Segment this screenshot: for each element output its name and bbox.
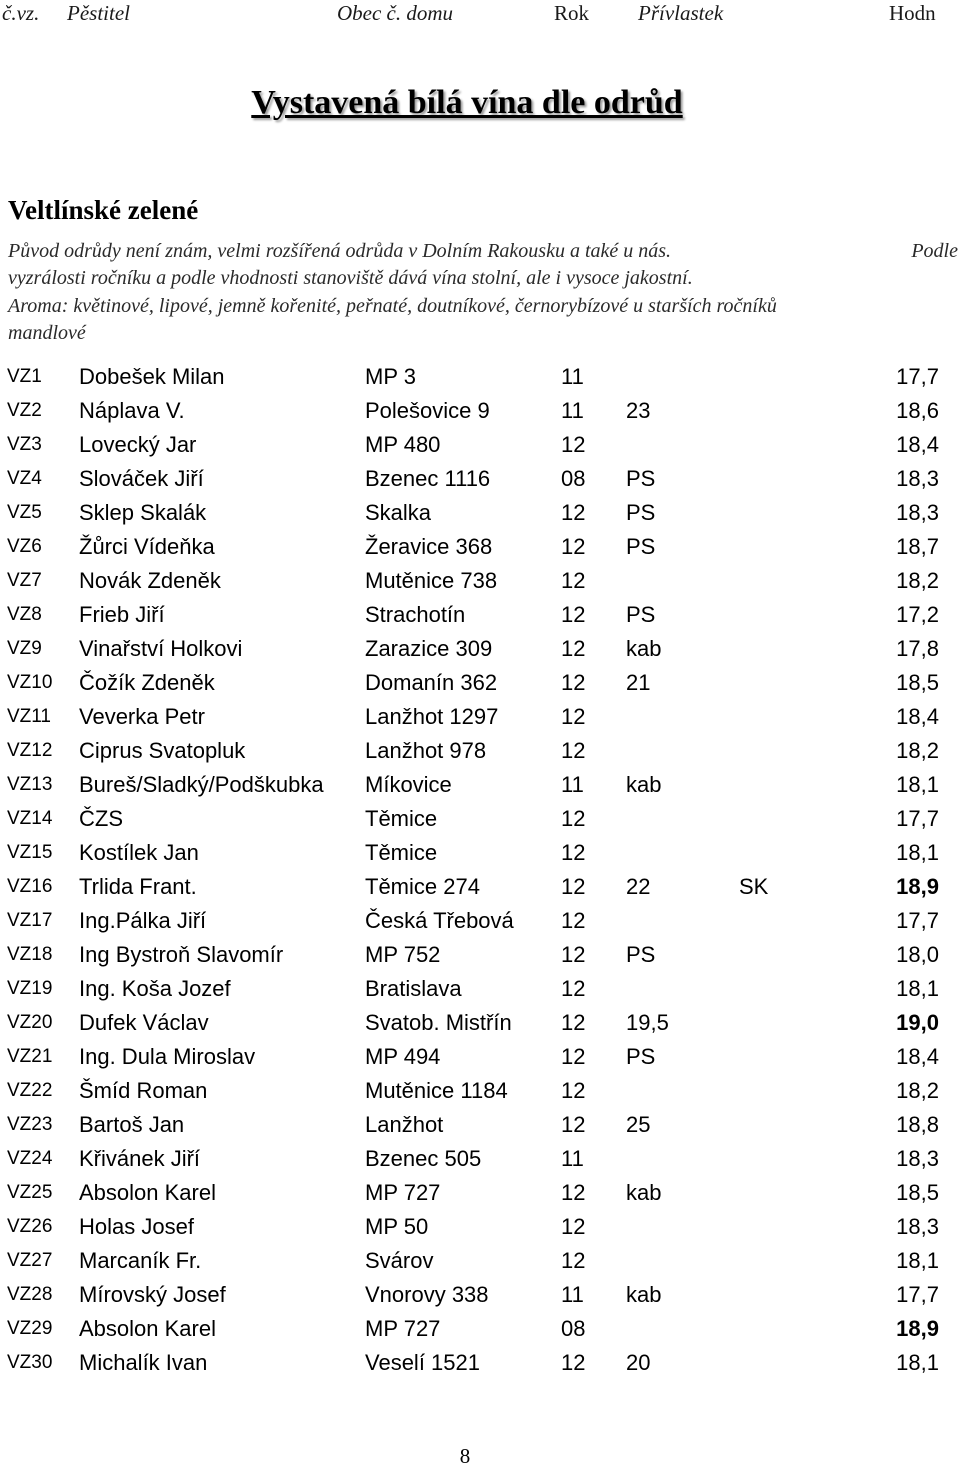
vintage-year: 12 bbox=[561, 1350, 586, 1375]
entry-id: VZ10 bbox=[7, 672, 53, 693]
entry-id: VZ4 bbox=[7, 468, 42, 489]
grower-name: Dobešek Milan bbox=[79, 364, 225, 389]
score: 18,1 bbox=[896, 1350, 939, 1375]
wine-attribute: kab bbox=[626, 772, 662, 797]
table-row bbox=[0, 566, 960, 600]
entry-id: VZ16 bbox=[7, 876, 53, 897]
table-row bbox=[0, 1314, 960, 1348]
score: 18,5 bbox=[896, 670, 939, 695]
table-row bbox=[0, 1008, 960, 1042]
vintage-year: 08 bbox=[561, 466, 586, 491]
grower-name: Vinařství Holkovi bbox=[79, 636, 243, 661]
score: 18,3 bbox=[896, 466, 939, 491]
grower-address: Bratislava bbox=[365, 976, 462, 1001]
wine-attribute: PS bbox=[626, 500, 656, 525]
score: 18,9 bbox=[896, 1316, 939, 1341]
grower-address: MP 752 bbox=[365, 942, 441, 967]
vintage-year: 12 bbox=[561, 942, 586, 967]
vintage-year: 12 bbox=[561, 874, 586, 899]
wine-attribute: 20 bbox=[626, 1350, 651, 1375]
table-row bbox=[0, 668, 960, 702]
table-row bbox=[0, 940, 960, 974]
score: 18,8 bbox=[896, 1112, 939, 1137]
grower-name: Křivánek Jiří bbox=[79, 1146, 201, 1171]
grower-name: Ing. Koša Jozef bbox=[79, 976, 231, 1001]
page-title: Vystavená bílá vína dle odrůd bbox=[251, 84, 683, 121]
description-line-1 bbox=[8, 240, 958, 263]
table-row bbox=[0, 600, 960, 634]
wine-attribute: PS bbox=[626, 1044, 656, 1069]
entry-id: VZ6 bbox=[7, 536, 42, 557]
wine-attribute: 23 bbox=[626, 398, 651, 423]
grower-address: MP 50 bbox=[365, 1214, 429, 1239]
score: 18,4 bbox=[896, 432, 939, 457]
score: 18,4 bbox=[896, 704, 939, 729]
entry-id: VZ9 bbox=[7, 638, 42, 659]
entry-id: VZ26 bbox=[7, 1216, 53, 1237]
score: 18,2 bbox=[896, 568, 939, 593]
grower-address: Bzenec 1116 bbox=[365, 466, 491, 491]
entry-id: VZ14 bbox=[7, 808, 53, 829]
vintage-year: 12 bbox=[561, 602, 586, 627]
score: 18,3 bbox=[896, 1146, 939, 1171]
score: 18,2 bbox=[896, 1078, 939, 1103]
vintage-year: 12 bbox=[561, 500, 586, 525]
grower-name: Absolon Karel bbox=[79, 1180, 216, 1205]
grower-address: Žeravice 368 bbox=[365, 534, 493, 559]
table-row bbox=[0, 464, 960, 498]
grower-address: Svatob. Mistřín bbox=[365, 1010, 512, 1035]
vintage-year: 12 bbox=[561, 1248, 586, 1273]
vintage-year: 12 bbox=[561, 976, 586, 1001]
score: 17,7 bbox=[896, 364, 939, 389]
grower-address: Lanžhot bbox=[365, 1112, 444, 1137]
entry-id: VZ8 bbox=[7, 604, 42, 625]
vintage-year: 12 bbox=[561, 1010, 586, 1035]
vintage-year: 11 bbox=[561, 398, 584, 423]
vintage-year: 12 bbox=[561, 534, 586, 559]
vintage-year: 12 bbox=[561, 670, 586, 695]
vintage-year: 12 bbox=[561, 738, 586, 763]
grower-name: Absolon Karel bbox=[79, 1316, 216, 1341]
wine-attribute: kab bbox=[626, 636, 662, 661]
grower-name: ČZS bbox=[79, 806, 123, 831]
table-row bbox=[0, 1212, 960, 1246]
table-row bbox=[0, 1246, 960, 1280]
table-row bbox=[0, 1280, 960, 1314]
vintage-year: 08 bbox=[561, 1316, 586, 1341]
grower-name: Čožík Zdeněk bbox=[79, 670, 215, 695]
entry-id: VZ24 bbox=[7, 1148, 53, 1169]
entry-id: VZ1 bbox=[7, 366, 42, 387]
grower-name: Ciprus Svatopluk bbox=[79, 738, 246, 763]
score: 17,7 bbox=[896, 908, 939, 933]
table-row bbox=[0, 974, 960, 1008]
grower-name: Náplava V. bbox=[79, 398, 185, 423]
description-text-1: Původ odrůdy není znám, velmi rozšířená odrůda v Dolním Rakousku a také u nás. bbox=[8, 240, 672, 262]
score: 17,2 bbox=[896, 602, 939, 627]
vintage-year: 12 bbox=[561, 1180, 586, 1205]
table-row bbox=[0, 804, 960, 838]
entry-id: VZ19 bbox=[7, 978, 53, 999]
entry-id: VZ27 bbox=[7, 1250, 53, 1271]
description-text-1-right: Podle bbox=[911, 240, 958, 262]
extra-mark: SK bbox=[739, 874, 769, 899]
entry-id: VZ30 bbox=[7, 1352, 53, 1373]
grower-name: Dufek Václav bbox=[79, 1010, 209, 1035]
table-row bbox=[0, 1144, 960, 1178]
description-line-2: vyzrálosti ročníku a podle vhodnosti stanoviště dává vína stolní, ale i vysoce jakostní. bbox=[8, 267, 693, 289]
entry-id: VZ28 bbox=[7, 1284, 53, 1305]
wine-attribute: kab bbox=[626, 1180, 662, 1205]
wine-attribute: 19,5 bbox=[626, 1010, 669, 1035]
entry-id: VZ3 bbox=[7, 434, 42, 455]
vintage-year: 12 bbox=[561, 432, 586, 457]
grower-address: MP 727 bbox=[365, 1180, 441, 1205]
score: 18,3 bbox=[896, 500, 939, 525]
grower-name: Frieb Jiří bbox=[79, 602, 165, 627]
score: 18,1 bbox=[896, 840, 939, 865]
entries-table bbox=[0, 362, 960, 1382]
vintage-year: 12 bbox=[561, 704, 586, 729]
grower-name: Ing Bystroň Slavomír bbox=[79, 942, 284, 967]
grower-address: Těmice bbox=[365, 806, 438, 831]
table-row bbox=[0, 906, 960, 940]
table-row bbox=[0, 770, 960, 804]
grower-name: Slováček Jiří bbox=[79, 466, 204, 491]
wine-attribute: kab bbox=[626, 1282, 662, 1307]
grower-name: Ing. Dula Miroslav bbox=[79, 1044, 256, 1069]
score: 18,1 bbox=[896, 976, 939, 1001]
entry-id: VZ23 bbox=[7, 1114, 53, 1135]
grower-name: Kostílek Jan bbox=[79, 840, 199, 865]
header-rok: Rok bbox=[554, 1, 590, 25]
grower-address: Domanín 362 bbox=[365, 670, 498, 695]
score: 18,7 bbox=[896, 534, 939, 559]
grower-address: Strachotín bbox=[365, 602, 466, 627]
grower-address: Těmice bbox=[365, 840, 438, 865]
table-row bbox=[0, 532, 960, 566]
table-row bbox=[0, 430, 960, 464]
column-header bbox=[0, 0, 960, 30]
table-row bbox=[0, 1348, 960, 1382]
header-pestitel: Pěstitel bbox=[67, 1, 130, 25]
score: 18,4 bbox=[896, 1044, 939, 1069]
grower-name: Michalík Ivan bbox=[79, 1350, 208, 1375]
score: 17,7 bbox=[896, 806, 939, 831]
score: 19,0 bbox=[896, 1010, 939, 1035]
wine-attribute: 21 bbox=[626, 670, 651, 695]
table-row bbox=[0, 498, 960, 532]
score: 17,8 bbox=[896, 636, 939, 661]
entry-id: VZ7 bbox=[7, 570, 42, 591]
grower-address: Veselí 1521 bbox=[365, 1350, 480, 1375]
vintage-year: 12 bbox=[561, 1112, 586, 1137]
vintage-year: 12 bbox=[561, 636, 586, 661]
grower-address: Lanžhot 1297 bbox=[365, 704, 499, 729]
entry-id: VZ5 bbox=[7, 502, 42, 523]
score: 18,0 bbox=[896, 942, 939, 967]
table-row bbox=[0, 702, 960, 736]
wine-attribute: 25 bbox=[626, 1112, 651, 1137]
description-line-3: Aroma: květinové, lipové, jemně kořenité, peřnaté, doutníkové, černorybízové u starších ročníků bbox=[8, 295, 777, 317]
wine-attribute: PS bbox=[626, 602, 656, 627]
table-row bbox=[0, 838, 960, 872]
score: 18,1 bbox=[896, 772, 939, 797]
table-row bbox=[0, 736, 960, 770]
description-line-4: mandlové bbox=[8, 322, 86, 344]
vintage-year: 12 bbox=[561, 1078, 586, 1103]
wine-attribute: 22 bbox=[626, 874, 651, 899]
grower-name: Veverka Petr bbox=[79, 704, 205, 729]
grower-name: Šmíd Roman bbox=[79, 1078, 208, 1103]
grower-name: Marcaník Fr. bbox=[79, 1248, 202, 1273]
grower-name: Lovecký Jar bbox=[79, 432, 197, 457]
vintage-year: 12 bbox=[561, 1044, 586, 1069]
grower-address: Polešovice 9 bbox=[365, 398, 490, 423]
entry-id: VZ17 bbox=[7, 910, 53, 931]
header-hodnoceni: Hodn bbox=[889, 1, 936, 25]
entry-id: VZ13 bbox=[7, 774, 53, 795]
entry-id: VZ15 bbox=[7, 842, 53, 863]
table-row bbox=[0, 396, 960, 430]
grower-name: Žůrci Vídeňka bbox=[79, 534, 215, 559]
vintage-year: 11 bbox=[561, 1146, 584, 1171]
table-row bbox=[0, 634, 960, 668]
vintage-year: 12 bbox=[561, 806, 586, 831]
score: 17,7 bbox=[896, 1282, 939, 1307]
score: 18,6 bbox=[896, 398, 939, 423]
table-row bbox=[0, 1178, 960, 1212]
header-obec: Obec č. domu bbox=[337, 1, 454, 25]
grower-address: Míkovice bbox=[365, 772, 452, 797]
grower-name: Bartoš Jan bbox=[79, 1112, 185, 1137]
variety-heading: Veltlínské zelené bbox=[8, 195, 199, 225]
entry-id: VZ18 bbox=[7, 944, 53, 965]
table-row bbox=[0, 362, 960, 396]
entry-id: VZ20 bbox=[7, 1012, 53, 1033]
vintage-year: 12 bbox=[561, 908, 586, 933]
entry-id: VZ11 bbox=[7, 706, 52, 727]
entry-id: VZ29 bbox=[7, 1318, 53, 1339]
score: 18,9 bbox=[896, 874, 939, 899]
wine-attribute: PS bbox=[626, 534, 656, 559]
vintage-year: 12 bbox=[561, 840, 586, 865]
grower-address: Svárov bbox=[365, 1248, 434, 1273]
score: 18,3 bbox=[896, 1214, 939, 1239]
grower-address: MP 3 bbox=[365, 364, 416, 389]
grower-address: MP 494 bbox=[365, 1044, 441, 1069]
header-privlastek: Přívlastek bbox=[638, 1, 724, 25]
grower-name: Ing.Pálka Jiří bbox=[79, 908, 207, 933]
grower-name: Sklep Skalák bbox=[79, 500, 207, 525]
grower-address: Těmice 274 bbox=[365, 874, 480, 899]
grower-address: Lanžhot 978 bbox=[365, 738, 487, 763]
grower-name: Mírovský Josef bbox=[79, 1282, 226, 1307]
grower-address: Zarazice 309 bbox=[365, 636, 493, 661]
wine-attribute: PS bbox=[626, 466, 656, 491]
score: 18,5 bbox=[896, 1180, 939, 1205]
grower-address: Bzenec 505 bbox=[365, 1146, 482, 1171]
vintage-year: 12 bbox=[561, 568, 586, 593]
page-number: 8 bbox=[459, 1444, 471, 1468]
score: 18,1 bbox=[896, 1248, 939, 1273]
wine-attribute: PS bbox=[626, 942, 656, 967]
entry-id: VZ25 bbox=[7, 1182, 53, 1203]
vintage-year: 12 bbox=[561, 1214, 586, 1239]
grower-address: Mutěnice 1184 bbox=[365, 1078, 508, 1103]
entry-id: VZ12 bbox=[7, 740, 53, 761]
table-row bbox=[0, 872, 960, 906]
table-row bbox=[0, 1110, 960, 1144]
grower-address: Mutěnice 738 bbox=[365, 568, 498, 593]
grower-address: MP 480 bbox=[365, 432, 441, 457]
entry-id: VZ21 bbox=[7, 1046, 53, 1067]
vintage-year: 11 bbox=[561, 1282, 584, 1307]
grower-address: MP 727 bbox=[365, 1316, 441, 1341]
entry-id: VZ2 bbox=[7, 400, 42, 421]
entry-id: VZ22 bbox=[7, 1080, 53, 1101]
grower-address: Vnorovy 338 bbox=[365, 1282, 489, 1307]
vintage-year: 11 bbox=[561, 364, 584, 389]
grower-name: Holas Josef bbox=[79, 1214, 194, 1239]
grower-address: Česká Třebová bbox=[365, 908, 514, 933]
score: 18,2 bbox=[896, 738, 939, 763]
grower-name: Novák Zdeněk bbox=[79, 568, 221, 593]
vintage-year: 11 bbox=[561, 772, 584, 797]
grower-address: Skalka bbox=[365, 500, 432, 525]
table-row bbox=[0, 1042, 960, 1076]
grower-name: Trlida Frant. bbox=[79, 874, 197, 899]
grower-name: Bureš/Sladký/Podškubka bbox=[79, 772, 324, 797]
header-cislo: č.vz. bbox=[2, 1, 40, 25]
table-row bbox=[0, 1076, 960, 1110]
